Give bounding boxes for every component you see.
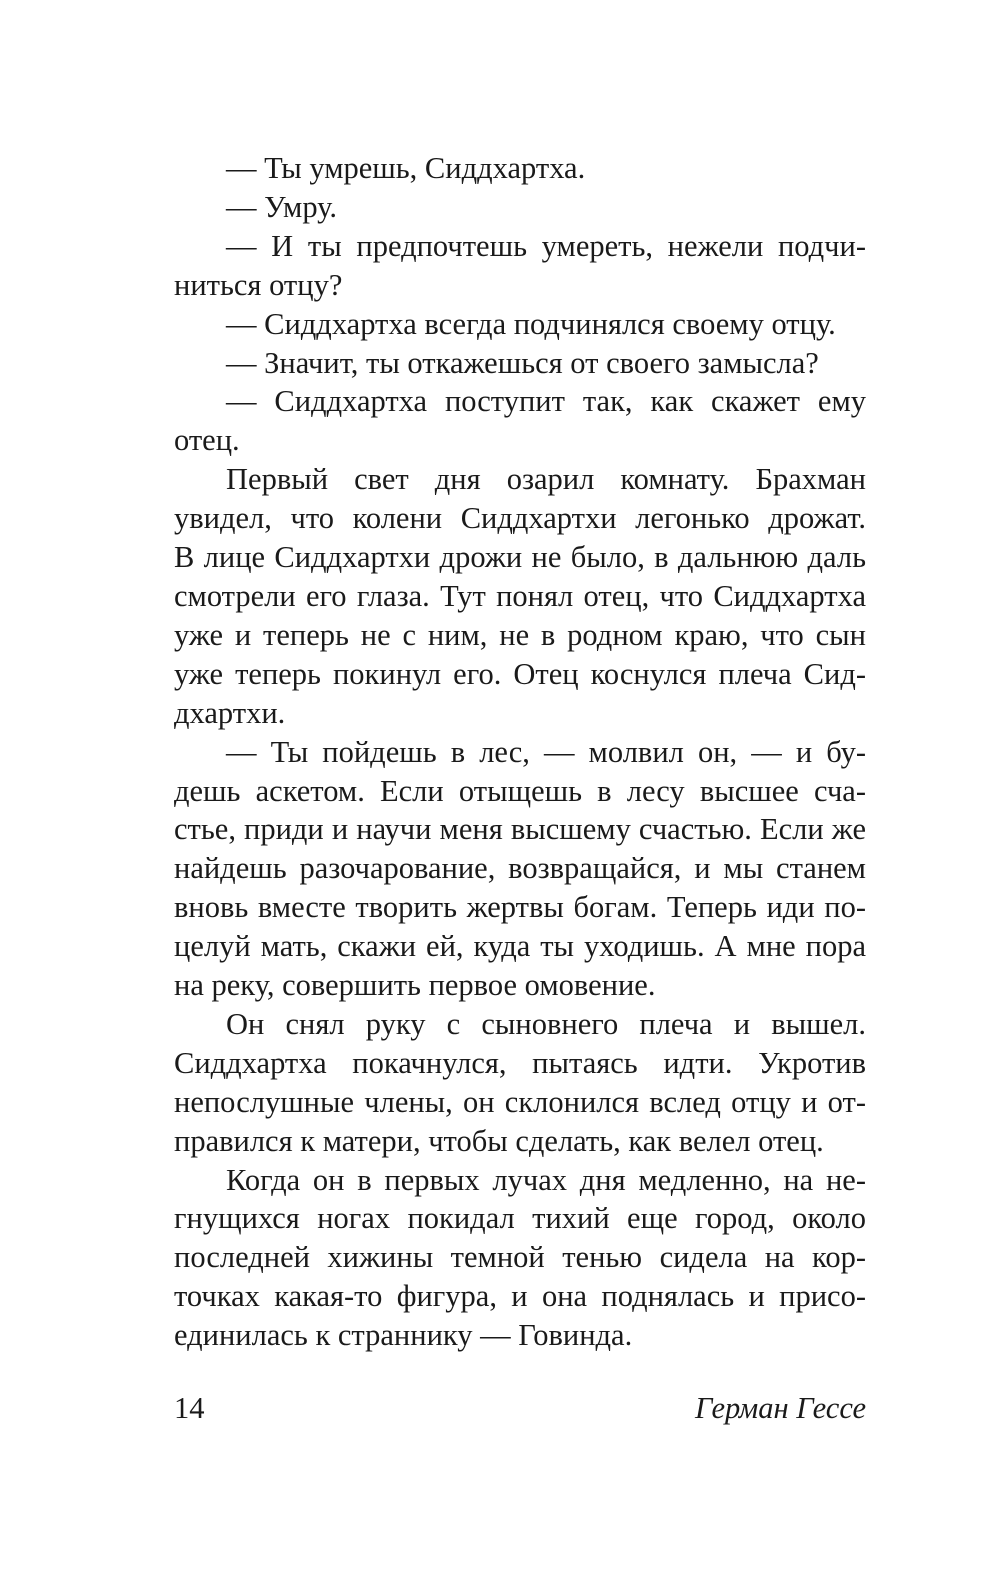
page-number: 14 xyxy=(174,1391,205,1425)
text-line: правился к матери, чтобы сделать, как велел отец. xyxy=(174,1123,824,1158)
page-footer xyxy=(174,1388,866,1428)
text-line: точках какая-то фигура, и она поднялась и присо- xyxy=(174,1279,866,1314)
running-author: Герман Гессе xyxy=(695,1391,866,1425)
text-line: единилась к страннику — Говинда. xyxy=(174,1318,633,1353)
text-line: стье, приди и научи меня высшему счастью. Если же xyxy=(174,812,866,847)
text-line: — Значит, ты откажешься от своего замысла? xyxy=(226,345,819,380)
text-line: найдешь разочарование, возвращайся, и мы станем xyxy=(174,851,866,886)
body-text xyxy=(174,149,866,1355)
text-line: ниться отцу? xyxy=(174,267,343,302)
text-line: на реку, совершить первое омовение. xyxy=(174,968,656,1003)
text-line: уже теперь покинул его. Отец коснулся плеча Сид- xyxy=(174,656,866,691)
text-line: отец. xyxy=(174,423,240,458)
text-line: — И ты предпочтешь умереть, нежели подчи- xyxy=(226,228,866,263)
text-line: — Ты пойдешь в лес, — молвил он, — и бу- xyxy=(226,734,866,769)
text-line: уже и теперь не с ним, не в родном краю, что сын xyxy=(174,617,866,652)
text-line: В лице Сиддхартхи дрожи не было, в дальнюю даль xyxy=(174,540,866,575)
text-line: непослушные члены, он склонился вслед отцу и от- xyxy=(174,1084,866,1119)
text-line: дхартхи. xyxy=(174,695,286,730)
text-line: Он снял руку с сыновнего плеча и вышел. xyxy=(226,1006,866,1041)
text-line: — Ты умрешь, Сиддхартха. xyxy=(226,151,586,185)
text-line: — Умру. xyxy=(226,189,338,224)
text-line: гнущихся ногах покидал тихий еще город, около xyxy=(174,1201,866,1236)
text-line: Сиддхартха покачнулся, пытаясь идти. Укротив xyxy=(174,1045,866,1080)
text-line: Первый свет дня озарил комнату. Брахман xyxy=(226,462,866,497)
text-line: Когда он в первых лучах дня медленно, на не- xyxy=(226,1162,866,1197)
text-line: увидел, что колени Сиддхартхи легонько дрожат. xyxy=(174,501,866,536)
text-line: — Сиддхартха поступит так, как скажет ему xyxy=(226,384,866,419)
text-line: — Сиддхартха всегда подчинялся своему отцу. xyxy=(226,306,836,341)
text-line: дешь аскетом. Если отыщешь в лесу высшее сча- xyxy=(174,773,866,808)
text-line: целуй мать, скажи ей, куда ты уходишь. А мне пора xyxy=(174,929,866,964)
text-line: последней хижины темной тенью сидела на кор- xyxy=(174,1240,866,1275)
text-line: смотрели его глаза. Тут понял отец, что Сиддхартха xyxy=(174,578,866,613)
text-line: вновь вместе творить жертвы богам. Теперь иди по- xyxy=(174,890,866,925)
